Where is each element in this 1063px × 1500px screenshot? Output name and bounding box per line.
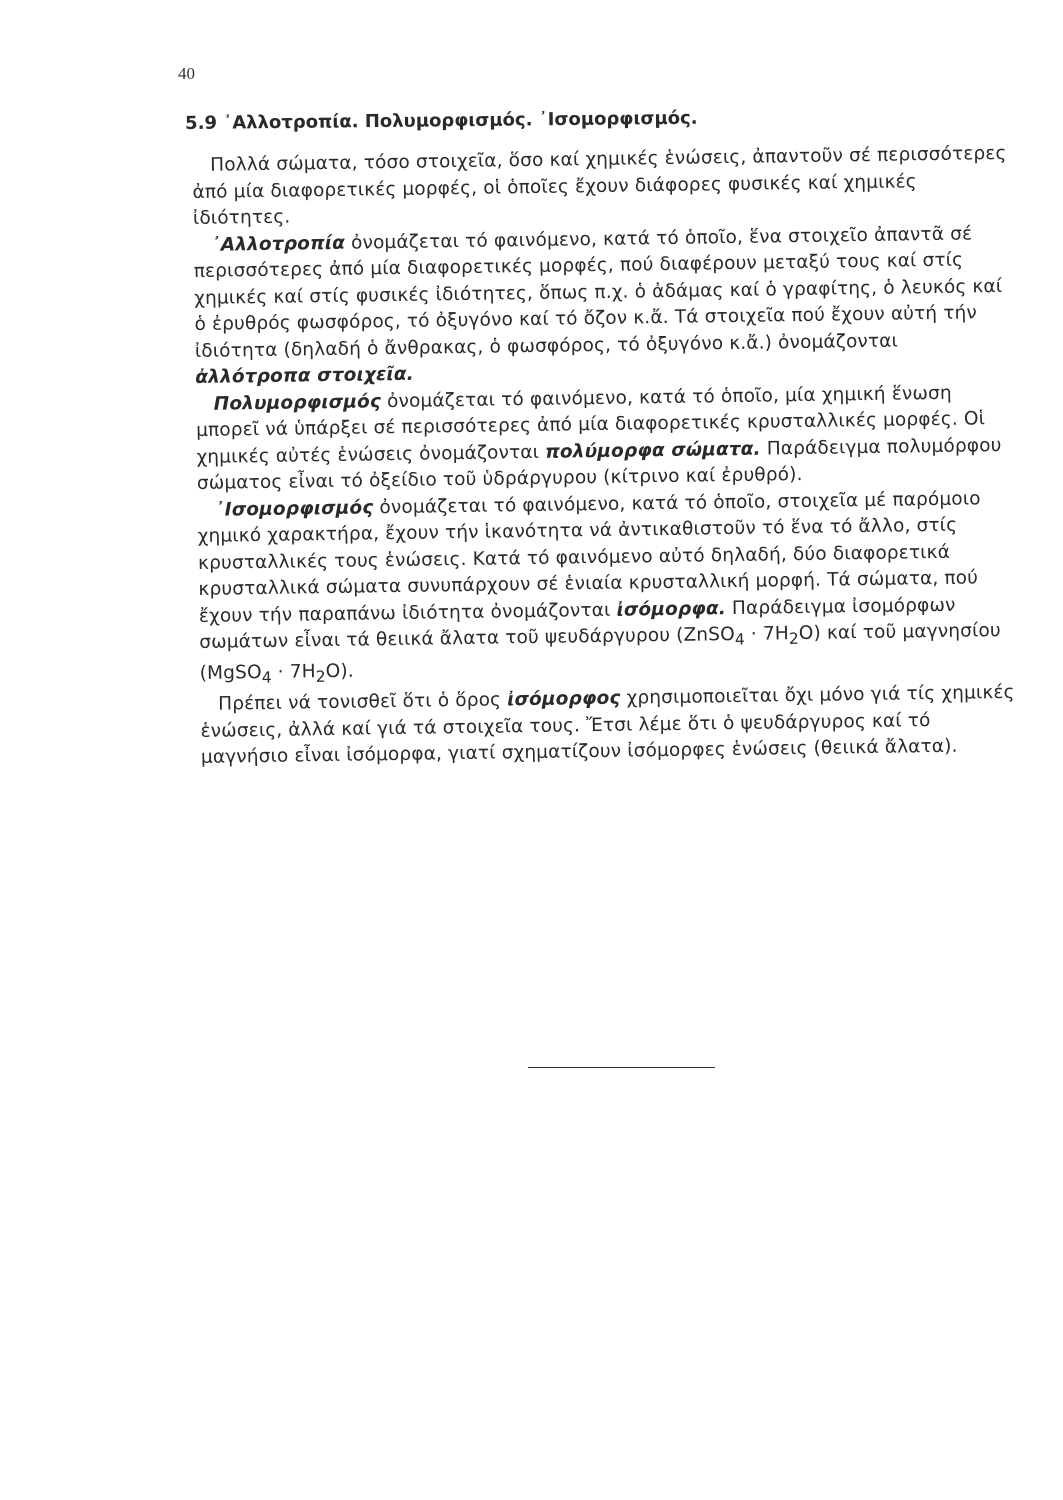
polymorphism-example-text: Παράδειγμα πολυμόρφου σώματος εἶναι τό ὀξείδιο τοῦ ὑδράργυρου (κίτρινο καί ἐρυθρό). bbox=[196, 434, 1002, 494]
polymorphism-paragraph bbox=[196, 379, 1017, 497]
allotropic-elements-term: ἀλλότροπα στοιχεῖα. bbox=[195, 363, 415, 388]
polymorphism-term: Πολυμορφισμός bbox=[213, 390, 382, 415]
polymorphic-bodies-term: πολύμορφα σώματα. bbox=[544, 438, 761, 463]
note-text: Πρέπει νά τονισθεῖ ὅτι ὁ ὅρος bbox=[218, 689, 508, 716]
isomorphism-example-text: Παράδειγμα ἰσομόρφων σωμάτων εἶναι τά θειικά ἄλατα τοῦ ψευδάργυρου ( bbox=[199, 594, 956, 653]
isomorphism-text: ὀνομάζεται τό φαινόμενο, κατά τό ὁποῖο, στοιχεῖα μέ παρόμοιο χημικό χαρακτήρα, ἔχουν τήν ἱκανότητα νά ἀντικαθιστοῦν τό ἕνα τό ἄλλο, στίς κρυσταλλικές τους ἑνώσεις. Κατά τό φαινόμενο αὐτό δηλαδή, δύο διαφορετικά κρυσταλλικά σώματα συνυπάρχουν σέ ἑνιαία κρυσταλλική μορφή. Τά σώματα, πού ἔχουν τήν παραπάνω ἰδιότητα ὀνομάζονται bbox=[197, 487, 981, 627]
polymorphism-text: ὀνομάζεται τό φαινόμενο, κατά τό ὁποῖο, μία χημική ἕνωση μπορεῖ νά ὑπάρξει σέ περισσότερες ἀπό μία διαφορετικές κρυσταλλικές μορφές. Οἱ χημικές αὐτές ἑνώσεις ὀνομάζονται bbox=[195, 382, 986, 468]
allotropy-term: ᾿Αλλοτροπία bbox=[211, 232, 346, 256]
magnesium-text: καί τοῦ μαγνησίου ( bbox=[199, 620, 1001, 685]
isomorphous-term: ἰσόμορφος bbox=[506, 688, 621, 711]
isomorphism-term: ᾿Ισομορφισμός bbox=[215, 496, 374, 521]
footer-divider bbox=[528, 1067, 715, 1068]
note-paragraph bbox=[200, 680, 1021, 772]
isomorphic-term: ἰσόμορφα. bbox=[616, 597, 727, 621]
zinc-sulfate-formula: ZnSO$_4$ · $7H_2O$) bbox=[683, 622, 822, 649]
page-number: 40 bbox=[178, 64, 195, 83]
body-text bbox=[192, 141, 1021, 772]
magnesium-sulfate-formula: MgSO$_4$ · $7H_2O$). bbox=[206, 660, 354, 687]
section-heading: 5.9 ᾿Αλλοτροπία. Πολυμορφισμός. ᾿Ισομορφισμός. bbox=[185, 107, 698, 134]
intro-paragraph: Πολλά σώματα, τόσο στοιχεῖα, ὅσο καί χημικές ἑνώσεις, ἀπαντοῦν σέ περισσότερες ἀπό μία διαφορετικές μορφές, οἱ ὁποῖες ἔχουν διάφορες φυσικές καί χημικές ἰδιότητες. bbox=[192, 142, 1007, 229]
note-text-continued: χρησιμοποιεῖται ὄχι μόνο γιά τίς χημικές ἑνώσεις, ἀλλά καί γιά τά στοιχεῖα τους. Ἔτσι λέμε ὅτι ὁ ψευδάργυρος καί τό μαγνήσιο εἶναι ἰσόμορφα, γιατί σχηματίζουν ἰσόμορφες ἑνώσεις (θειικά ἄλατα). bbox=[200, 682, 1015, 769]
isomorphism-paragraph bbox=[197, 485, 1020, 692]
allotropy-text: ὀνομάζεται τό φαινόμενο, κατά τό ὁποῖο, ἕνα στοιχεῖο ἀπαντᾶ σέ περισσότερες ἀπό μία διαφορετικές μορφές, πού διαφέρουν μεταξύ τους καί στίς χημικές καί στίς φυσικές ἰδιότητες, ὅπως π.χ. ὁ ἀδάμας καί ὁ γραφίτης, ὁ λευκός καί ὁ ἐρυθρός φωσφόρος, τό ὀξυγόνο καί τό ὄζον κ.ἄ. Τά στοιχεῖα πού ἔχουν αὐτή τήν ἰδιότητα (δηλαδή ὁ ἄνθρακας, ὁ φωσφόρος, τό ὀξυγόνο κ.ἄ.) ὀνομάζονται bbox=[193, 222, 1003, 362]
allotropy-paragraph bbox=[193, 220, 1015, 391]
